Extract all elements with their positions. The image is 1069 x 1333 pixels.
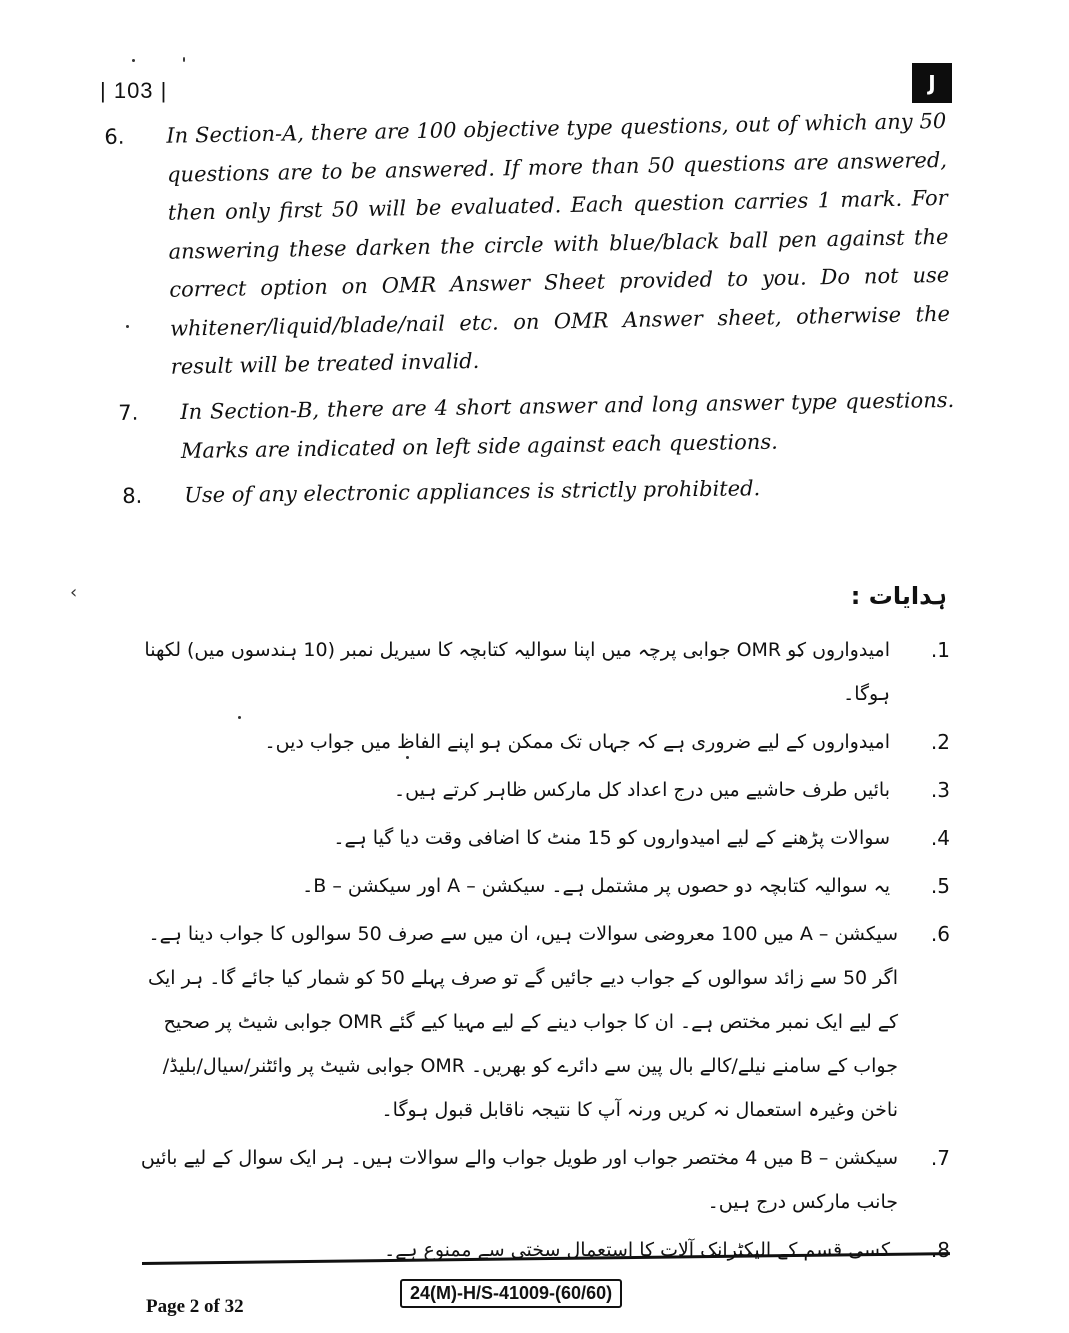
page-number-label: | 103 | [100, 78, 168, 103]
urdu-instruction-item [130, 768, 950, 812]
urdu-instruction-text: سیکشن – A میں 100 معروضی سوالات ہیں، ان میں سے صرف 50 سوالوں کا جواب دینا ہے۔ اگر 50 سے زائد سوالوں کے جواب دیے جائیں گے تو صرف پہلے 50 کو شمار کیا جائے گا۔ ہر ایک کے لیے ایک نمبر مختص ہے۔ ان کا جواب دینے کے لیے مہیا کیے گئے OMR جوابی شیٹ پر صحیح جواب کے سامنے نیلے/کالے بال پین سے دائرے کو بھریں۔ OMR جوابی شیٹ پر وائٹنر/سیال/بلیڈ/ناخن وغیرہ استعمال نہ کریں ورنہ آپ کا نتیجہ ناقابل قبول ہوگا۔ [148, 923, 898, 1121]
urdu-instruction-number: .5 [930, 874, 950, 898]
urdu-instruction-text: یہ سوالیہ کتابچہ دو حصوں پر مشتمل ہے۔ سیکشن – A اور سیکشن – B۔ [302, 875, 890, 897]
urdu-instruction-text: کسی قسم کے الیکٹرانک آلات کا استعمال سختی سے ممنوع ہے۔ [384, 1239, 890, 1261]
urdu-instruction-item [130, 816, 950, 860]
urdu-instruction-text: امیدواروں کے لیے ضروری ہے کہ جہاں تک ممکن ہو اپنے الفاظ میں جواب دیں۔ [264, 731, 890, 753]
urdu-instruction-item [130, 628, 950, 716]
urdu-instruction-item [130, 912, 950, 1132]
set-badge: J [912, 63, 952, 103]
urdu-instruction-item [130, 1228, 950, 1272]
urdu-instruction-number: .7 [930, 1146, 950, 1170]
instruction-number: 8. [122, 483, 143, 508]
instruction-number: 7. [118, 400, 139, 425]
urdu-instruction-text: امیدواروں کو OMR جوابی پرچہ میں اپنا سوالیہ کتابچہ کا سیریل نمبر (10 ہندسوں میں) لکھنا ہوگا۔ [144, 639, 890, 705]
urdu-instruction-number: .8 [930, 1238, 950, 1262]
paper-code-box: 24(M)-H/S-41009-(60/60) [400, 1279, 622, 1308]
urdu-instructions [130, 628, 950, 1276]
chevron-left-icon: ‹ [70, 582, 78, 603]
scan-speck [132, 59, 135, 62]
urdu-instruction-item [130, 864, 950, 908]
instruction-number: 6. [104, 124, 125, 149]
urdu-instruction-number: .4 [930, 826, 950, 850]
instruction-text: In Section-A, there are 100 objective type questions, out of which any 50 questions are to be answered. If more than 50 questions are answered, then only first 50 will be evaluated. Each question carries 1 mark. For answering these darken the circle with blue/black ball pen against the correct option on OMR Answer Sheet provided to you. Do not use whitener/liquid/blade/nail etc. on OMR Answer sheet, otherwise the result will be treated invalid. [166, 108, 951, 379]
urdu-instruction-text: بائیں طرف حاشیے میں درج اعداد کل مارکس ظاہر کرتے ہیں۔ [394, 779, 890, 801]
urdu-instruction-number: .3 [930, 778, 950, 802]
instruction-item [104, 102, 959, 388]
urdu-instruction-text: سوالات پڑھنے کے لیے امیدواروں کو 15 منٹ کا اضافی وقت دیا گیا ہے۔ [333, 827, 890, 849]
urdu-instruction-item [130, 720, 950, 764]
urdu-instruction-number: .1 [930, 638, 950, 662]
instruction-item [122, 466, 954, 515]
footer-page-label: Page 2 of 32 [146, 1296, 244, 1317]
instruction-text: In Section-B, there are 4 short answer and long answer type questions. Marks are indicated on left side against each questions. [180, 387, 955, 463]
urdu-heading: ہدایات : [850, 582, 947, 610]
english-instructions [104, 108, 955, 521]
urdu-instruction-text: سیکشن – B میں 4 مختصر جواب اور طویل جواب والے سوالات ہیں۔ ہر ایک سوال کے لیے بائیں جانب مارکس درج ہیں۔ [140, 1147, 898, 1213]
urdu-instruction-item [130, 1136, 950, 1224]
urdu-instruction-number: .6 [930, 922, 950, 946]
scan-speck [183, 57, 185, 62]
instruction-text: Use of any electronic appliances is strictly prohibited. [184, 475, 761, 507]
instruction-item [118, 380, 955, 470]
urdu-instruction-number: .2 [930, 730, 950, 754]
